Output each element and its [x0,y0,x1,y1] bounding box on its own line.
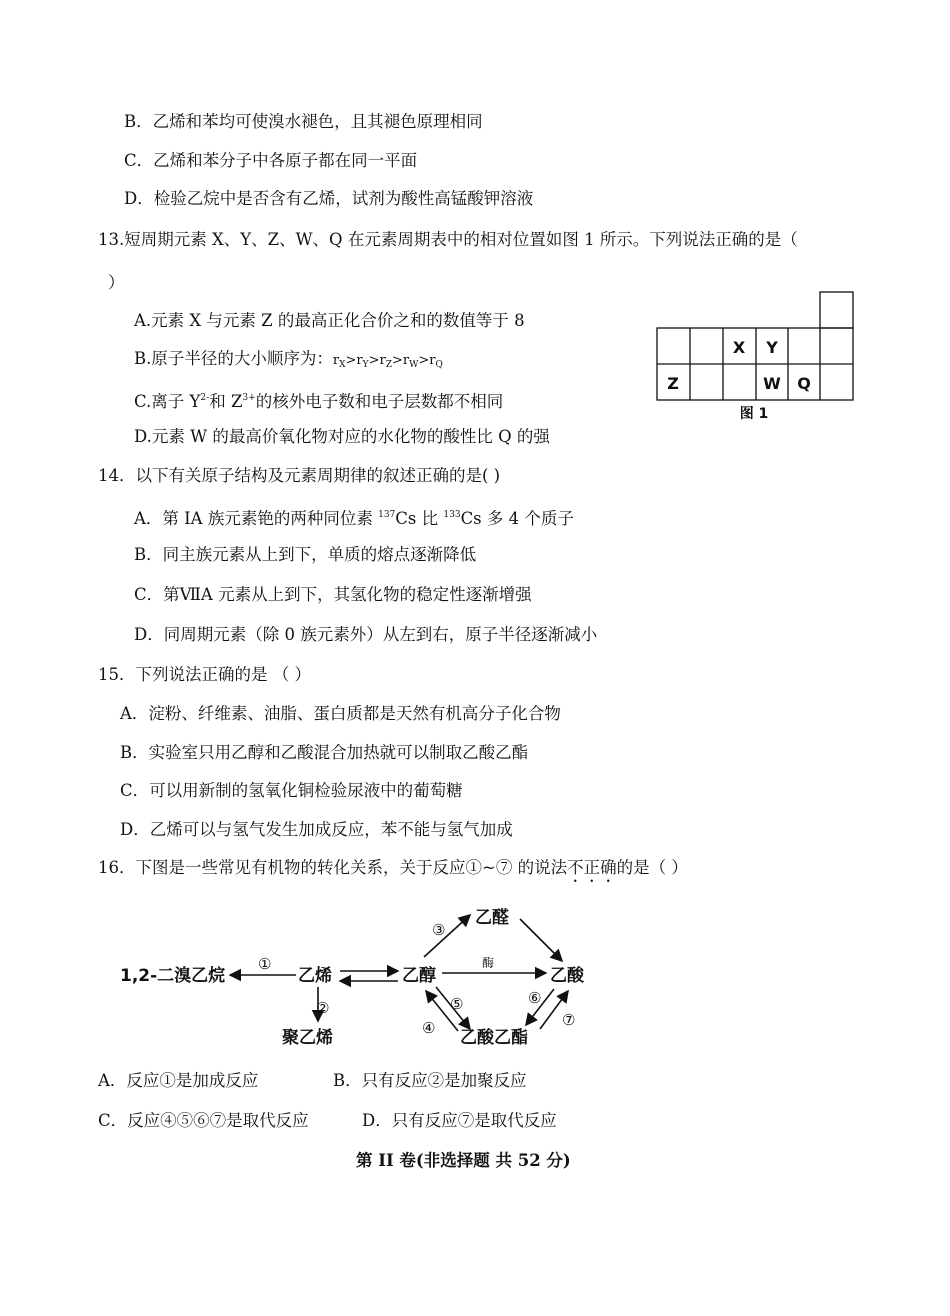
q14-option-a-part3: Cs 多 4 个质子 [460,509,574,528]
q13-option-c-part1: C.离子 Y [134,392,201,411]
radius-gt: >r [418,353,436,368]
q15-option-c: C．可以用新制的氢氧化铜检验尿液中的葡萄糖 [120,781,463,800]
ethanol-label: 乙醇 [402,966,436,986]
reaction-2-label: ② [316,999,330,1017]
acetaldehyde-label: 乙醛 [475,908,509,928]
q14-option-a-part1: A．第 IA 族元素铯的两种同位素 [134,509,379,528]
q16-conversion-diagram [110,895,600,1055]
dibromoethane-label: 1,2-二溴乙烷 [120,966,226,986]
cell-q-label: Q [797,374,811,393]
cell-y-label: Y [766,338,778,357]
q16-option-c: C．反应④⑤⑥⑦是取代反应 [98,1111,309,1130]
section-2-title: 第 II 卷(非选择题 共 52 分) [356,1151,571,1170]
reaction-3-label: ③ [432,921,446,939]
q14-stem: 14．以下有关原子结构及元素周期律的叙述正确的是( ) [98,466,501,485]
q12-option-c: C．乙烯和苯分子中各原子都在同一平面 [124,151,418,170]
arrow-reaction-3 [424,915,470,957]
radius-gt: >r [391,353,410,368]
reaction-7-label: ⑦ [562,1011,576,1029]
q16-option-b: B．只有反应②是加聚反应 [333,1071,527,1090]
radius-sub-x: X [339,360,346,370]
q16-stem-emphasis: 不正确 [567,858,617,877]
reaction-1-label: ① [258,955,272,973]
figure-1-caption: 图 1 [739,406,769,422]
radius-sub-q: Q [435,360,443,370]
q15-option-b: B．实验室只用乙醇和乙酸混合加热就可以制取乙酸乙酯 [120,743,529,762]
q14-option-d: D．同周期元素（除 0 族元素外）从左到右，原子半径逐渐减小 [134,625,598,644]
acetic-acid-label: 乙酸 [550,966,584,986]
arrow-aldehyde-to-acid [520,919,562,961]
q13-stem-cont: ） [108,273,125,292]
ethyl-acetate-label: 乙酸乙酯 [460,1028,528,1048]
q15-option-a: A．淀粉、纤维素、油脂、蛋白质都是天然有机高分子化合物 [120,704,561,723]
reaction-5-label: ⑤ [450,995,464,1013]
q16-stem [98,857,688,886]
radius-sub-y: Y [362,360,369,370]
radius-r: r [332,353,340,368]
enzyme-label: 酶 [482,956,495,970]
radius-gt: >r [345,353,363,368]
q14-option-a-sup1: 137 [378,510,396,520]
ethylene-label: 乙烯 [298,966,332,986]
q14-option-a-part2: Cs 比 [395,509,444,528]
q12-option-b: B．乙烯和苯均可使溴水褪色，且其褪色原理相同 [124,112,483,131]
q13-option-c-part2: 和 Z [209,392,243,411]
q15-option-d: D．乙烯可以与氢气发生加成反应，苯不能与氢气加成 [120,820,513,839]
radius-sub-z: Z [385,360,392,370]
cell-z-label: Z [667,374,679,393]
cell-w-label: W [763,374,781,393]
q16-option-a: A．反应①是加成反应 [98,1071,259,1090]
q13-option-c-part3: 的核外电子数和电子层数都不相同 [255,392,504,411]
q16-option-d: D．只有反应⑦是取代反应 [362,1111,557,1130]
q14-option-a [134,504,574,530]
q13-option-c [134,387,503,413]
figure-1-periodic-grid [654,290,858,426]
reaction-6-label: ⑥ [528,989,542,1007]
q13-option-a: A.元素 X 与元素 Z 的最高正化合价之和的数值等于 8 [134,311,525,330]
q13-option-b [134,348,443,376]
q15-stem: 15．下列说法正确的是 （ ） [98,665,311,684]
polyethylene-label: 聚乙烯 [282,1028,333,1048]
q14-option-c: C．第ⅦA 元素从上到下，其氢化物的稳定性逐渐增强 [134,585,532,604]
q13-option-c-sup2: 3+ [242,393,256,403]
q13-option-b-prefix: B.原子半径的大小顺序为： [134,349,333,368]
q13-stem: 13.短周期元素 X、Y、Z、W、Q 在元素周期表中的相对位置如图 1 所示。下列说法正确的是（ [98,230,798,249]
q16-stem-part1: 16．下图是一些常见有机物的转化关系，关于反应①~⑦ 的说法 [98,858,568,877]
q13-option-c-sup1: 2- [200,393,210,403]
cell-x-label: X [732,338,746,357]
q14-option-b: B．同主族元素从上到下，单质的熔点逐渐降低 [134,545,477,564]
q12-option-d: D．检验乙烷中是否含有乙烯，试剂为酸性高锰酸钾溶液 [124,189,534,208]
q16-stem-part2: 的是（ ） [616,858,688,877]
arrow-reaction-5 [436,987,470,1029]
reaction-4-label: ④ [422,1019,436,1037]
q13-option-d: D.元素 W 的最高价氧化物对应的水化物的酸性比 Q 的强 [134,427,550,446]
q14-option-a-sup2: 133 [443,510,461,520]
radius-sub-w: W [409,360,419,370]
radius-gt: >r [368,353,386,368]
